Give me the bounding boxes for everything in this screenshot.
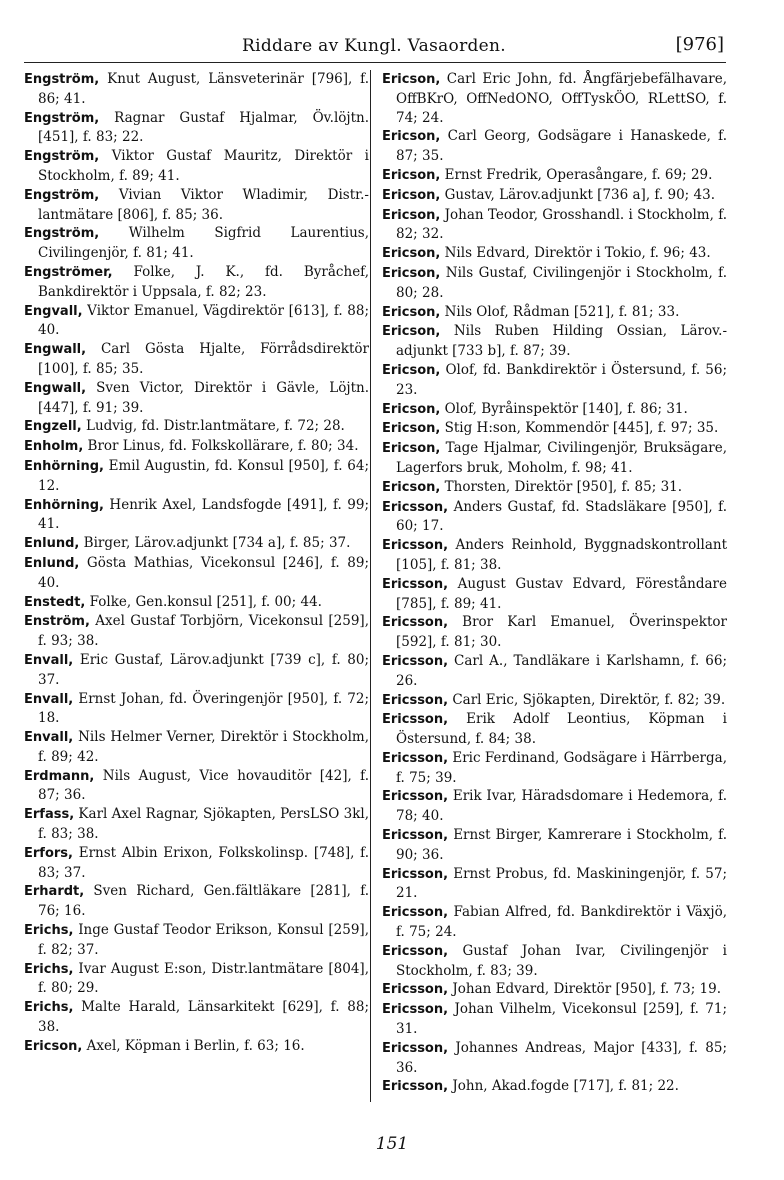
entry-details: Eric Gustaf, Lärov.adjunkt [739 c], f. 80; 37. — [38, 651, 369, 688]
entry-surname: Engström, — [24, 110, 100, 126]
entry-details: Bror Linus, fd. Folkskollärare, f. 80; 34. — [83, 438, 359, 455]
entry-details: Anders Reinhold, Byggnadskontrollant [105], f. 81; 38. — [396, 537, 727, 573]
entry-details: Ivar August E:son, Distr.lantmätare [804], f. 80; 29. — [38, 960, 369, 997]
entry-surname: Ericsson, — [382, 905, 449, 921]
entry-surname: Erdmann, — [24, 768, 95, 784]
entry-details: Carl Eric John, fd. Ångfärjebefälhavare, OffBKrO, OffNedONO, OffTyskÖO, RLettSO, f. 74; 24. — [396, 71, 727, 126]
entry-surname: Engström, — [24, 72, 100, 87]
register-entry — [24, 70, 369, 109]
register-entry — [382, 710, 727, 749]
register-entry — [24, 302, 369, 341]
register-entry — [382, 749, 727, 788]
entry-surname: Erhardt, — [24, 884, 85, 900]
register-entry — [24, 417, 369, 437]
register-entry — [382, 419, 727, 439]
register-entry — [382, 691, 727, 711]
entry-surname: Ericsson, — [382, 828, 449, 844]
entry-surname: Ericson, — [382, 304, 441, 320]
register-entry — [24, 960, 369, 999]
entry-surname: Ericson, — [382, 207, 441, 223]
entry-surname: Ericson, — [382, 129, 441, 145]
entry-surname: Ericson, — [382, 167, 441, 183]
entry-surname: Ericsson, — [382, 615, 449, 631]
register-entry — [24, 340, 369, 379]
register-entry — [382, 186, 727, 206]
entry-details: August Gustav Edvard, Föreståndare [785], f. 89; 41. — [396, 575, 727, 612]
entry-surname: Envall, — [24, 652, 74, 668]
entry-surname: Erichs, — [24, 923, 74, 939]
entry-details: Bror Karl Emanuel, Överinspektor [592], f. 81; 30. — [396, 614, 727, 651]
entry-surname: Ericsson, — [382, 576, 449, 592]
entry-surname: Erfors, — [24, 845, 73, 861]
register-entry — [382, 1077, 727, 1097]
register-entry — [382, 942, 727, 981]
entry-details: Ragnar Gustaf Hjalmar, Öv.löjtn. [451], f. 83; 22. — [38, 109, 369, 146]
entry-details: Carl Georg, Godsägare i Hanaskede, f. 87; 35. — [396, 128, 727, 165]
entry-details: Sven Richard, Gen.fältläkare [281], f. 76; 16. — [38, 883, 369, 920]
entry-details: Ernst Johan, fd. Överingenjör [950], f. 72; 18. — [38, 690, 369, 727]
register-entry — [382, 575, 727, 614]
entry-surname: Ericsson, — [382, 1040, 449, 1056]
entry-surname: Ericsson, — [382, 692, 449, 708]
register-entry — [24, 437, 369, 457]
entry-details: Johan Teodor, Grosshandl. i Stockholm, f. 82; 32. — [396, 206, 727, 243]
entry-surname: Ericson, — [382, 401, 441, 417]
entry-surname: Erichs, — [24, 961, 74, 977]
entry-details: Fabian Alfred, fd. Bankdirektör i Växjö, f. 75; 24. — [396, 904, 727, 941]
entry-details: Johan Edvard, Direktör [950], f. 73; 19. — [448, 981, 722, 998]
register-entry — [382, 206, 727, 245]
entry-details: Stig H:son, Kommendör [445], f. 97; 35. — [440, 420, 719, 437]
entry-surname: Enhörning, — [24, 497, 104, 513]
entry-surname: Ericson, — [24, 1038, 83, 1054]
entry-details: Johannes Andreas, Major [433], f. 85; 36. — [396, 1039, 727, 1076]
entry-details: Inge Gustaf Teodor Erikson, Konsul [259], f. 82; 37. — [38, 922, 369, 958]
register-entry — [24, 1037, 369, 1057]
register-entry — [24, 882, 369, 921]
entry-details: Anders Gustaf, fd. Stadsläkare [950], f. 60; 17. — [396, 498, 727, 535]
entry-surname: Ericsson, — [382, 712, 449, 728]
register-entry — [24, 805, 369, 844]
entry-surname: Engwall, — [24, 342, 87, 358]
register-entry — [24, 496, 369, 535]
entry-details: Folke, J. K., fd. Byråchef, Bankdirektör i Uppsala, f. 82; 23. — [38, 263, 369, 300]
register-entry — [382, 127, 727, 166]
register-entry — [24, 651, 369, 690]
register-entry — [382, 1000, 727, 1039]
entry-details: Ernst Albin Erixon, Folkskolinsp. [748], f. 83; 37. — [38, 844, 369, 881]
page-number: 151 — [375, 1134, 409, 1154]
register-entry — [24, 767, 369, 806]
entry-details: Carl Gösta Hjalte, Förrådsdirektör [100], f. 85; 35. — [38, 341, 369, 377]
register-entry — [382, 787, 727, 826]
entry-details: Ernst Fredrik, Operasångare, f. 69; 29. — [440, 166, 713, 183]
entry-details: Birger, Lärov.adjunkt [734 a], f. 85; 37. — [79, 535, 351, 552]
entry-surname: Ericson, — [382, 479, 441, 495]
entry-surname: Ericson, — [382, 441, 441, 457]
header-title: Riddare av Kungl. Vasaorden. — [242, 36, 506, 56]
entry-details: Viktor Emanuel, Vägdirektör [613], f. 88; 40. — [38, 302, 369, 339]
column-divider — [370, 70, 371, 1102]
entry-details: John, Akad.fogde [717], f. 81; 22. — [448, 1078, 679, 1095]
entry-surname: Ericson, — [382, 246, 441, 262]
entry-surname: Ericson, — [382, 72, 441, 87]
entry-details: Nils Ruben Hilding Ossian, Lärov.-adjunkt [733 b], f. 87; 39. — [396, 323, 727, 360]
entry-surname: Ericsson, — [382, 499, 449, 515]
register-entry — [382, 613, 727, 652]
entry-details: Thorsten, Direktör [950], f. 85; 31. — [440, 478, 683, 495]
entry-surname: Enstedt, — [24, 594, 86, 610]
entry-details: Axel Gustaf Torbjörn, Vicekonsul [259], f. 93; 38. — [38, 613, 369, 650]
register-entry — [382, 826, 727, 865]
entry-details: Gustaf Johan Ivar, Civilingenjör i Stockholm, f. 83; 39. — [396, 942, 727, 979]
entry-surname: Erfass, — [24, 807, 75, 823]
entry-details: Nils August, Vice hovauditör [42], f. 87; 36. — [38, 767, 369, 804]
register-entry — [24, 593, 369, 613]
entry-surname: Engwall, — [24, 380, 87, 396]
entry-details: Sven Victor, Direktör i Gävle, Löjtn. [447], f. 91; 39. — [38, 379, 369, 416]
entry-surname: Engström, — [24, 226, 100, 242]
register-entry — [382, 980, 727, 1000]
register-entry — [24, 263, 369, 302]
left-column — [24, 70, 369, 1057]
entry-details: Olof, fd. Bankdirektör i Östersund, f. 56; 23. — [396, 361, 727, 398]
entry-details: Carl Eric, Sjökapten, Direktör, f. 82; 39. — [448, 691, 726, 708]
entry-surname: Enhörning, — [24, 458, 104, 474]
entry-surname: Ericsson, — [382, 866, 449, 882]
entry-details: Ernst Probus, fd. Maskiningenjör, f. 57; 21. — [396, 865, 727, 902]
entry-surname: Ericsson, — [382, 943, 449, 959]
entry-surname: Enholm, — [24, 439, 84, 455]
entry-surname: Erichs, — [24, 1000, 74, 1016]
entry-details: Erik Adolf Leontius, Köpman i Östersund, f. 84; 38. — [396, 711, 727, 748]
register-entry — [382, 244, 727, 264]
register-entry — [382, 498, 727, 537]
entry-details: Folke, Gen.konsul [251], f. 00; 44. — [85, 593, 322, 610]
entry-surname: Ericson, — [382, 187, 441, 203]
entry-surname: Envall, — [24, 730, 74, 746]
right-column — [382, 70, 727, 1097]
entry-details: Viktor Gustaf Mauritz, Direktör i Stockholm, f. 89; 41. — [38, 148, 369, 184]
entry-surname: Enlund, — [24, 536, 80, 552]
register-entry — [24, 728, 369, 767]
register-entry — [382, 865, 727, 904]
entry-details: Carl A., Tandläkare i Karlshamn, f. 66; 26. — [396, 652, 727, 689]
entry-surname: Ericson, — [382, 265, 441, 281]
register-entry — [382, 264, 727, 303]
entry-details: Vivian Viktor Wladimir, Distr.-lantmätare [806], f. 85; 36. — [38, 186, 369, 223]
entry-details: Axel, Köpman i Berlin, f. 63; 16. — [82, 1037, 305, 1054]
register-entry — [382, 1039, 727, 1078]
header-rule — [24, 62, 726, 63]
entry-surname: Ericson, — [382, 362, 441, 378]
register-entry — [24, 534, 369, 554]
register-entry — [24, 554, 369, 593]
register-entry — [382, 536, 727, 575]
entry-details: Karl Axel Ragnar, Sjökapten, PersLSO 3kl, f. 83; 38. — [38, 806, 369, 843]
entry-details: Eric Ferdinand, Godsägare i Härrberga, f. 75; 39. — [396, 749, 727, 786]
register-entry — [24, 147, 369, 186]
entry-surname: Ericsson, — [382, 1079, 449, 1095]
entry-surname: Ericson, — [382, 421, 441, 437]
register-entry — [24, 998, 369, 1037]
entry-surname: Ericsson, — [382, 789, 449, 805]
register-entry — [382, 70, 727, 127]
entry-surname: Engzell, — [24, 419, 82, 435]
entry-details: Knut August, Länsveterinär [796], f. 86; 41. — [38, 71, 369, 107]
register-entry — [382, 478, 727, 498]
register-entry — [382, 439, 727, 478]
entry-details: Nils Helmer Verner, Direktör i Stockholm, f. 89; 42. — [38, 729, 369, 765]
running-header — [24, 34, 724, 64]
register-entry — [24, 457, 369, 496]
entry-surname: Ericsson, — [382, 1002, 449, 1018]
entry-details: Nils Gustaf, Civilingenjör i Stockholm, f. 80; 28. — [396, 264, 727, 301]
entry-details: Malte Harald, Länsarkitekt [629], f. 88; 38. — [38, 999, 369, 1036]
register-entry — [382, 322, 727, 361]
entry-details: Gösta Mathias, Vicekonsul [246], f. 89; 40. — [38, 554, 369, 591]
register-entry — [382, 303, 727, 323]
entry-surname: Ericsson, — [382, 982, 449, 998]
entry-details: Nils Edvard, Direktör i Tokio, f. 96; 43. — [440, 245, 711, 262]
register-entry — [382, 361, 727, 400]
entry-surname: Ericsson, — [382, 538, 449, 554]
entry-details: Ernst Birger, Kamrerare i Stockholm, f. 90; 36. — [396, 827, 727, 863]
register-entry — [382, 166, 727, 186]
register-entry — [382, 652, 727, 691]
entry-details: Tage Hjalmar, Civilingenjör, Bruksägare, Lagerfors bruk, Moholm, f. 98; 41. — [396, 440, 727, 476]
entry-details: Wilhelm Sigfrid Laurentius, Civilingenjör, f. 81; 41. — [38, 225, 369, 262]
entry-details: Henrik Axel, Landsfogde [491], f. 99; 41. — [38, 496, 369, 533]
entry-surname: Engvall, — [24, 303, 83, 319]
entry-surname: Ericsson, — [382, 653, 449, 669]
entry-details: Nils Olof, Rådman [521], f. 81; 33. — [440, 303, 680, 320]
register-entry — [24, 379, 369, 418]
entry-surname: Enström, — [24, 614, 90, 630]
register-entry — [24, 224, 369, 263]
register-entry — [24, 844, 369, 883]
header-page-code: [976] — [675, 34, 724, 55]
register-entry — [24, 612, 369, 651]
entry-details: Ludvig, fd. Distr.lantmätare, f. 72; 28. — [81, 418, 345, 435]
entry-surname: Engströmer, — [24, 264, 113, 280]
register-entry — [24, 109, 369, 148]
entry-surname: Enlund, — [24, 555, 80, 571]
register-entry — [382, 903, 727, 942]
entry-details: Olof, Byråinspektör [140], f. 86; 31. — [440, 400, 688, 417]
entry-surname: Envall, — [24, 691, 74, 707]
register-entry — [24, 186, 369, 225]
entry-details: Emil Augustin, fd. Konsul [950], f. 64; 12. — [38, 457, 369, 494]
entry-surname: Ericsson, — [382, 750, 449, 766]
entry-details: Erik Ivar, Häradsdomare i Hedemora, f. 78; 40. — [396, 788, 727, 825]
entry-surname: Engström, — [24, 149, 100, 165]
entry-surname: Ericson, — [382, 324, 441, 340]
entry-details: Gustav, Lärov.adjunkt [736 a], f. 90; 43. — [440, 186, 715, 203]
register-entry — [24, 921, 369, 960]
entry-surname: Engström, — [24, 187, 100, 203]
entry-details: Johan Vilhelm, Vicekonsul [259], f. 71; 31. — [396, 1001, 727, 1038]
register-entry — [24, 690, 369, 729]
register-entry — [382, 400, 727, 420]
